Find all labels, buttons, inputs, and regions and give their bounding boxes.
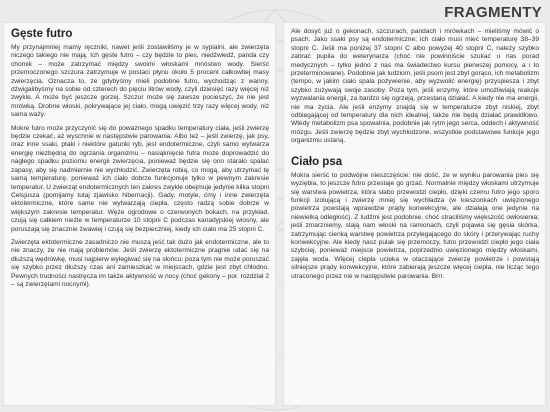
left-column (3, 22, 276, 406)
section-title-dog-body: Ciało psa (291, 155, 343, 168)
section-tag: FRAGMENTY (444, 4, 542, 21)
paragraph: Ale dosyć już o gekonach, szczurach, pandach i mrówkach – mieliśmy mówić o psach. Jako ssaki psy są endotermiczne; ich ciało musi mieć temperaturę 38–39 stopni C. Jeśli ma poniżej 37 stopni C albo powyżej 40 stopni C, należy szybko zabrać pupila do weterynarza (choć nie powinniście szukać u nas porad medycznych – tylko jedno z nas ma świadectwo kursu pierwszej pomocy, a i to przeterminowane). Podobnie jak ludziom, jeśli psom jest zbyt gorąco, ich metabolizm (tempo, w jakim ciało spala pożywienie, aby wyzwolić energię) przyspiesza i zbyt szybko zużywają swoje zasoby. Poza tym, jeśli enzymy, które umożliwiają reakcje wyzwalania energii, za bardzo się ogrzeją, przestaną działać. A kiedy nie ma energii, nie ma życia. Ale jeśli enzymy znajdą się w temperaturze zbyt niskiej, zbyt odbiegającej od temperatury dla nich idealnej, także nie będą działać prawidłowo. Wtedy metabolizm psa spowalnia, podobnie jak rytm jego serca, oddech i aktywność mózgu. Jeśli zwierzę będzie zbyt wychłodzone, wszystkie podstawowe funkcje jego organizmu ustaną. (291, 28, 539, 145)
right-column (283, 22, 546, 406)
paragraph: Zwierzęta ektotermiczne zasadniczo nie muszą jeść tak dużo jak endotermiczne, ale to nie znaczy, że nie mają problemów. Jeśli zwierzę ektotermiczne pragnie udać się na dłuższą wędrówkę, musi najpierw wylegiwać się na słońcu; poza tym nie może poruszać się szybko przez dłuższy czas ani zamieszkać w miejscach, gdzie jest zbyt chłodno. Pewnych trudności nastręcza im także aktywność w nocy (choć gekony – por. rozdział 2 – są zwierzętami nocnymi). (11, 238, 269, 288)
paragraph: Mokra sierść to podwójne nieszczęście: nie dość, że w wyniku parowania pies się wyziębia, to jeszcze futro przestaje go grzać. Normalnie między włoskami utrzymuje się warstwa powietrza, która słabo przewodzi ciepło, dzięki czemu futro jego sporo funkcji izolującą i zwierzę mniej się wychładza (w kieszonkach uwięzionego powietrza powstają wprawdzie prądy konwekcyjne, ale działają one jedynie na niewielką odległość). Z ludźmi jest podobnie, choć straciliśmy większość owłosienia; jeśli zmarzniemy, stają nam włoski na ramionach, czyli pojawia się gęsia skórka, zatrzymując cienką warstwę powietrza przylegającego do skóry i przerywając ruchy konwekcyjne. Ale kiedy nasz pulak się przemoczy, futro przewodzi ciepło jego ciała szybciej, ponieważ miejsce powietrza, poprzednio uwięzionego między włoskami, zajęła woda. Więcej ciepła ucieka w otaczające zwierzę powietrze i powstają silniejsze prądy konwekcyjne, które zabierają jeszcze więcej ciepła, nie licząc tego utraconego przez nie w następstwie parowania. Brrr. (291, 171, 539, 280)
section-title-thick-fur: Gęste futro (11, 28, 73, 40)
paragraph: Mokre futro może przyczynić się do poważnego spadku temperatury ciała, jeśli zwierzę będzie czekać, aż wyschnie w następstwie parowania. Albo też – jeśli zwierzę, jak psy, oraz inne ssaki, ptaki i niektóre gatunki ryb, jest endotermiczne, czyli samo wytwarza energię niezbędną do ogrzania organizmu – nasiąknięcie futra może doprowadzić do nagłego spadku poziomu energii zwierzęcia, ponieważ będzie się ono starało spalać zapasy, aby się nadmiernie nie wychłodzić. Zwierzęta robią, co mogą, aby utrzymać tę samą temperaturę, ponieważ ich ciało dobrze funkcjonuje tylko w pewnym zakresie temperatur. U zwierząt endotermicznych ten zakres zwykle obejmuje jedynie kilka stopni Celsjusza (pomijamy tutaj zjawisko hibernacji). Gady, motyle, ćmy i inne zwierzęta ektotermiczne, które same nie wytwarzają ciepła, często radzą sobie dobrze w większym zakresie temperatur. Węże ogrodowe o czerwonych bokach, na przykład, czują się całkiem nieźle w temperaturze 10 stopni C podczas kanadyjskiej wiosny, ale poruszają się znacznie żwawiej i czują się bezpieczniej, kiedy ich ciało ma 25 stopni C. (11, 124, 269, 233)
paragraph: My przynajmniej mamy ręczniki, nawet jeśli zostawiłśmy je w sypialni, ale zwierzęta niczego takiego nie mają. Ich gęste futro – czy będzie to pies, niedźwiedź, panda czy chomik – może zatrzymać między swoimi włoskami mnóstwo wody. Sierść przemoczonego szczura zatrzymuje w postaci płynu około 5 procent całkowitej masy zwierzęcia. Oznacza to, że gdybyśmy mieli podobne futro, wychodząc z wanny, dźwigalibyśmy na sobie od czterech do pięciu litrów wody, czyli dziesięć razy więcej niż zwykle. A może być jeszcze gorzej. Szczur może się zawsze pocieszyć, że nie jest mrówką. Drobne włoski, pokrywające jej ciało, mogą uwięzić trzy razy więcej wody, niż sama waży. (11, 44, 269, 119)
